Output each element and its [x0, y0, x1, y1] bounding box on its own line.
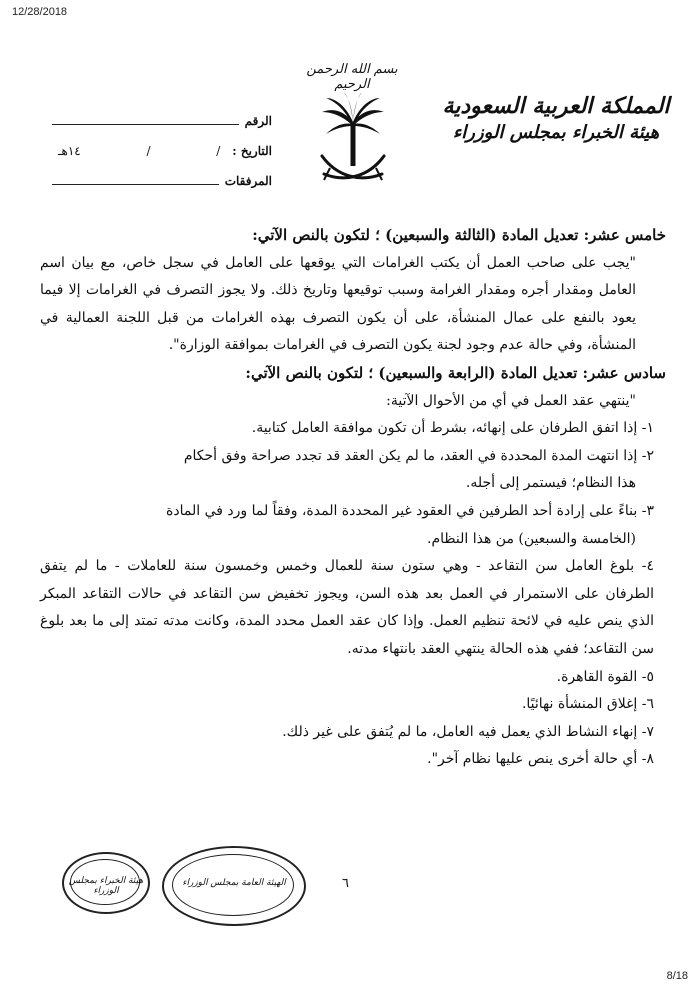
- list-item-5: ٥- القوة القاهرة.: [556, 668, 654, 685]
- list-item-7: ٧- إنهاء النشاط الذي يعمل فيه العامل، ما لم يُتفق على غير ذلك.: [282, 723, 654, 740]
- reference-fields: [52, 98, 272, 188]
- list-item-8: ٨- أي حالة أخرى ينص عليها نظام آخر".: [427, 751, 654, 768]
- saudi-emblem-icon: [318, 92, 388, 192]
- reference-date-row: [52, 128, 272, 158]
- page-of-indicator: 8/18: [666, 970, 688, 982]
- page-number: ٦: [342, 876, 349, 891]
- reference-number-row: [52, 98, 272, 128]
- reference-attachments-row: [52, 158, 272, 188]
- section-heading-15: خامس عشر: تعديل المادة (الثالثة والسبعين) ؛ لتكون بالنص الآتي:: [252, 226, 666, 244]
- section-intro-16: "ينتهي عقد العمل في أي من الأحوال الآتية:: [386, 392, 636, 409]
- list-item-3: ٣- بناءً على إرادة أحد الطرفين في العقود غير المحددة المدة، وفقاً لما ورد في المادة: [166, 502, 654, 519]
- reference-number-label: الرقم: [244, 114, 272, 128]
- section-paragraph-15: "يجب على صاحب العمل أن يكتب الغرامات التي يوقعها على العامل في سجل خاص، مع بيان اسم العامل ومقدار أجره ومقدار الغرامة وسبب توقيعها وتاريخ ذلك. ولا يجوز التصرف في الغرامات إلا فيما يعود بالنفع على عمال المنشأة، على أن يكون التصرف بهذه الغرامات من قبل اللجنة العمالية في المنشأة، وفي حالة عدم وجود لجنة يكون التصرف في الغرامات بموافقة الوزارة".: [40, 254, 636, 354]
- list-item-4: ٤- بلوغ العامل سن التقاعد - وهي ستون سنة للعمال وخمس وخمسون سنة للعاملات - ما لم يتفق الطرفان على الاستمرار في العمل بعد هذه السن، ويجوز تخفيض سن التقاعد في حالات التقاعد المبكر الذي ينص عليه في لائحة تنظيم العمل. وإذا كان عقد العمل محدد المدة، وكانت مدته تمتد إلى ما بعد بلوغ سن التقاعد؛ ففي هذه الحالة ينتهي العقد بانتهاء مدته.: [40, 558, 654, 657]
- reference-number-line: [52, 110, 239, 125]
- print-date: 12/28/2018: [12, 6, 68, 18]
- list-item-2-continued: هذا النظام؛ فيستمر إلى أجله.: [465, 475, 636, 492]
- date-suffix: ١٤هـ: [58, 144, 81, 158]
- seal-left-text: هيئة الخبراء بمجلس الوزراء: [68, 876, 144, 896]
- letterhead-authority: هيئة الخبراء بمجلس الوزراء: [452, 122, 660, 143]
- section-heading-16: سادس عشر: تعديل المادة (الرابعة والسبعين) ؛ لتكون بالنص الآتي:: [245, 363, 666, 382]
- official-seal-left: [62, 852, 150, 914]
- date-sep-2: /: [146, 144, 151, 158]
- document-body: [40, 222, 666, 774]
- date-sep-1: /: [216, 144, 221, 158]
- reference-attachments-label: المرفقات: [224, 174, 272, 188]
- reference-date-label: التاريخ :: [232, 144, 272, 158]
- basmala: بسم الله الرحمن الرحيم: [306, 62, 398, 92]
- reference-attachments-line: [52, 170, 219, 185]
- list-item-1: ١- إذا اتفق الطرفان على إنهائه، بشرط أن تكون موافقة العامل كتابية.: [251, 420, 654, 437]
- list-item-2: ٢- إذا انتهت المدة المحددة في العقد، ما لم يكن العقد قد تجدد صراحة وفق أحكام: [183, 447, 654, 464]
- seal-right-text: الهيئة العامة بمجلس الوزراء: [182, 878, 286, 888]
- official-seal-right: [162, 846, 306, 926]
- letterhead-kingdom: المملكة العربية السعودية: [442, 93, 670, 119]
- reference-date-value: [52, 144, 226, 158]
- letterhead: [436, 92, 676, 146]
- list-item-6: ٦- إغلاق المنشأة نهائيًا.: [521, 696, 654, 713]
- list-item-3-continued: (الخامسة والسبعين) من هذا النظام.: [427, 530, 636, 547]
